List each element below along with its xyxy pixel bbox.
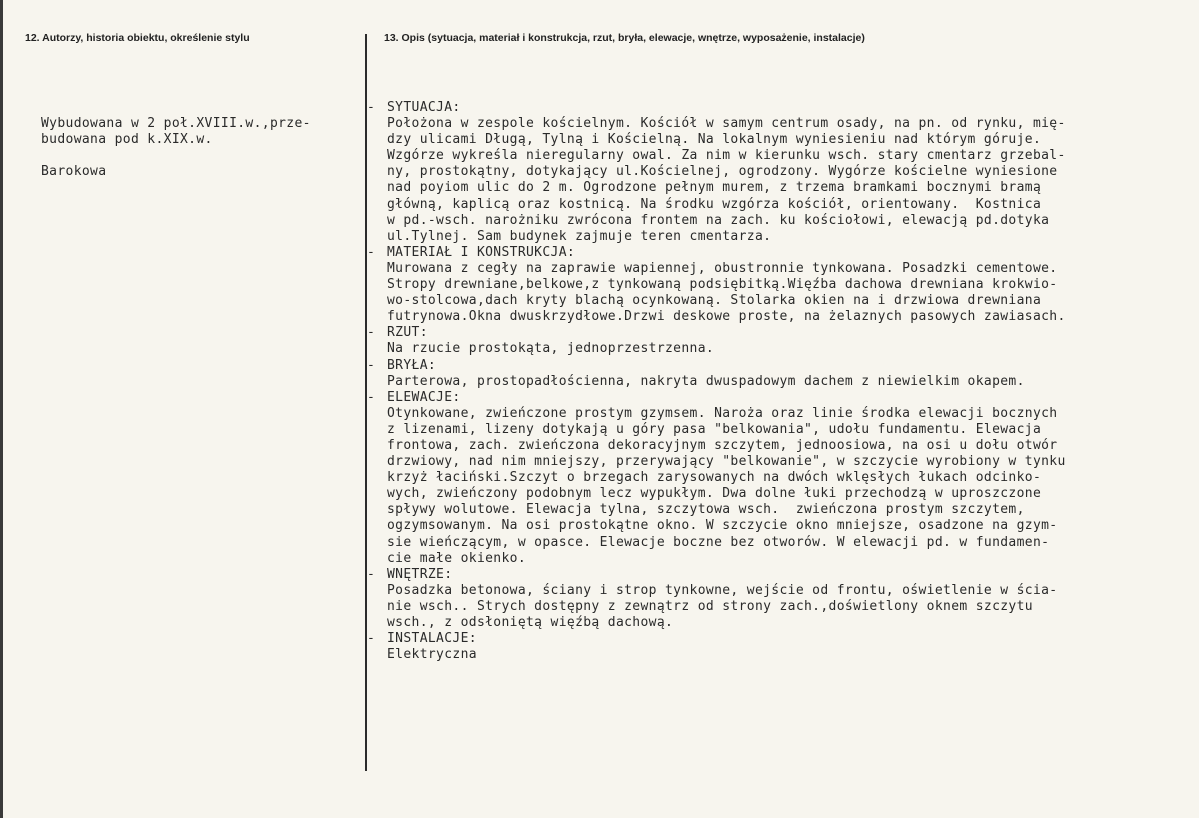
section-text-line: Otynkowane, zwieńczone prostym gzymsem. Naroża oraz linie środka elewacji bocznych <box>387 405 1058 421</box>
section-text-line: Murowana z cegły na zaprawie wapiennej, obustronnie tynkowana. Posadzki cementowe. <box>387 260 1058 276</box>
history-line: Wybudowana w 2 poł.XVIII.w.,prze- <box>41 116 311 131</box>
section-text-line: dzy ulicami Długą, Tylną i Kościelną. Na lokalnym wyniesieniu nad którym góruje. <box>387 132 1042 148</box>
section-text-line: z lizenami, lizeny dotykają u góry pasa "belkowania", udołu fundamentu. Elewacja <box>387 421 1042 437</box>
section-text-line: Posadzka betonowa, ściany i strop tynkowne, wejście od frontu, oświetlenie w ścia- <box>387 582 1058 598</box>
section-text-line: główną, kaplicą oraz kostnicą. Na środku wzgórza kościół, orientowany. Kostnica <box>387 196 1042 212</box>
section-text-line: Elektryczna <box>387 647 477 663</box>
history-text <box>41 116 361 148</box>
section-text-line: Położona w zespole kościelnym. Kościół w samym centrum osady, na pn. od rynku, mię- <box>387 116 1066 132</box>
section-text-line: ogzymsowanym. Na osi prostokątne okno. W szczycie okno mniejsze, osadzone na gzym- <box>387 518 1058 534</box>
section-text-line: w pd.-wsch. narożniku zwrócona frontem na zach. ku kościołowi, elewacją pd.dotyka <box>387 212 1050 228</box>
section-dash: - <box>367 631 376 647</box>
section-title <box>367 325 1197 341</box>
section-title-text: RZUT: <box>387 325 428 341</box>
section-text-line: Parterowa, prostopadłościenna, nakryta dwuspadowym dachem z niewielkim okapem. <box>387 373 1025 389</box>
section-title <box>367 567 1197 583</box>
section-title-text: MATERIAŁ I KONSTRUKCJA: <box>387 244 576 260</box>
section-text-line: ny, prostokątny, dotykający ul.Kościelnej, ogrodzony. Wygórze kościelne wyniesione <box>387 164 1058 180</box>
section-text-line: frontowa, zach. zwieńczona dekoracyjnym szczytem, jednoosiowa, na osi u dołu otwór <box>387 437 1058 453</box>
section-title-text: INSTALACJE: <box>387 631 477 647</box>
description-block <box>367 100 1197 663</box>
section-text-line: spływy wolutowe. Elewacja tylna, szczytowa wsch. zwieńczona prostym szczytem, <box>387 502 1025 518</box>
section-title <box>367 390 1197 406</box>
section-text-line: ul.Tylnej. Sam budynek zajmuje teren cmentarza. <box>387 228 772 244</box>
section-text-line: krzyż łaciński.Szczyt o brzegach zarysowanych na dwóch wklęsłych łukach odcinko- <box>387 470 1042 486</box>
section-text-line: wo-stolcowa,dach kryty blachą ocynkowaną. Stolarka okien na i drzwiowa drewniana <box>387 293 1042 309</box>
section-text-line: wych, zwieńczony podobnym lecz wypukłym. Dwa dolne łuki przechodzą w uproszczone <box>387 486 1042 502</box>
section-title <box>367 631 1197 647</box>
section-dash: - <box>367 325 376 341</box>
section-title-text: ELEWACJE: <box>387 389 461 405</box>
section-text-line: drzwiowy, nad nim mniejszy, przerywający "belkowanie", w szczycie wyrobiony w tynku <box>387 454 1066 470</box>
section-title <box>367 358 1197 374</box>
right-column-header: 13. Opis (sytuacja, materiał i konstrukcja, rzut, bryła, elewacje, wnętrze, wyposażenie, instalacje) <box>384 32 865 44</box>
section-title <box>367 100 1197 116</box>
section-dash: - <box>367 244 376 260</box>
section-dash: - <box>367 100 376 115</box>
left-column-header: 12. Autorzy, historia obiektu, określenie stylu <box>25 32 250 44</box>
section-text-line: futrynowa.Okna dwuskrzydłowe.Drzwi deskowe proste, na żelaznych pasowych zawiasach. <box>387 309 1066 325</box>
section-title-text: BRYŁA: <box>387 357 437 373</box>
section-title <box>367 245 1197 261</box>
history-line: budowana pod k.XIX.w. <box>41 132 213 148</box>
section-text-line: nie wsch.. Strych dostępny z zewnątrz od strony zach.,doświetlony oknem szczytu <box>387 598 1033 614</box>
section-text-line: Wzgórze wykreśla nieregularny owal. Za nim w kierunku wsch. stary cmentarz grzebal- <box>387 148 1066 164</box>
section-dash: - <box>367 389 376 405</box>
style-text: Barokowa <box>41 164 107 179</box>
section-text-line: Na rzucie prostokąta, jednoprzestrzenna. <box>387 341 715 357</box>
section-text-line: wsch., z odsłoniętą więźbą dachową. <box>387 615 674 630</box>
section-dash: - <box>367 357 376 373</box>
section-text-line: cie małe okienko. <box>387 550 527 566</box>
section-text-line: Stropy drewniane,belkowe,z tynkowaną podsiębitką.Więźba dachowa drewniana krokwio- <box>387 277 1058 293</box>
section-text-line: sie wieńczącym, w opasce. Elewacje boczne bez otworów. W elewacji pd. w fundamen- <box>387 534 1050 550</box>
section-text-line: nad poyiom ulic do 2 m. Ogrodzone pełnym murem, z trzema bramkami bocznymi bramą <box>387 180 1042 196</box>
section-title-text: WNĘTRZE: <box>387 566 453 582</box>
section-title-text: SYTUACJA: <box>387 100 461 115</box>
section-dash: - <box>367 566 376 582</box>
